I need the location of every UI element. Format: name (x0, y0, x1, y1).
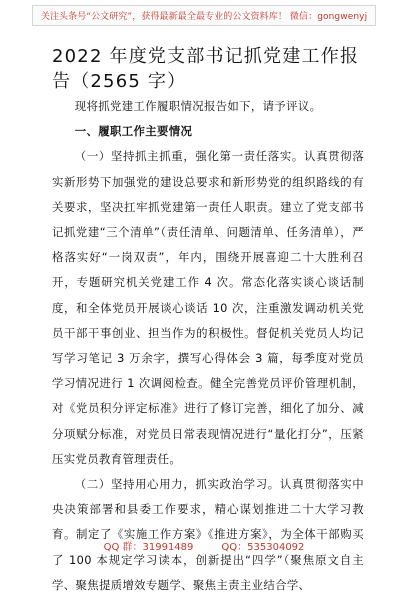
watermark-banner (0, 2, 408, 28)
body-paragraph-2: （二）坚持用心用力，抓实政治学习。认真贯彻落实中央决策部署和县委工作要求，精心谋划推进二十大学习教育。制定了《实施工作方案》《推进方案》，为全体干部购买了 100 本规定学习读本，创新提出“四学”（聚焦原文自主学、聚焦提质增效专题学、聚焦主责主业结合学、 (52, 477, 364, 592)
watermark-banner-text: 关注头条号“公文研究”，获得最新最全最专业的公文资料库！ 微信：gongwenyj (32, 5, 376, 26)
footer-qq: QQ：535304092 (221, 542, 305, 553)
body-paragraph-1: （一）坚持抓主抓重，强化第一责任落实。认真贯彻落实新形势下加强党的建设总要求和新形势党的组织路线的有关要求，坚决扛牢抓党建第一责任人职责。建立了党支部书记抓党建“三个清单”（责任清单、问题清单、任务清单），严格落实好“一岗双责”，年内，围绕开展喜迎二十大胜利召开，专题研究机关党建工作 4 次。常态化落实谈心谈话制度，和全体党员开展谈心谈话 10 次，注重激发调动机关党员干部干事创业、担当作为的积极性。督促机关党员人均记写学习笔记 3 万余字，撰写心得体会 3 篇，每季度对党员学习情况进行 1 次调阅检查。健全完善党员评价管理机制，对《党员积分评定标准》进行了修订完善，细化了加分、减分项赋分标准，对党员日常表现情况进行“量化打分”，压紧压实党员教育管理责任。 (52, 149, 364, 466)
footer-contact (0, 538, 408, 553)
footer-qq-group: QQ 群：31991489 (103, 542, 194, 553)
intro-paragraph: 现将抓党建工作履职情况报告如下，请予评议。 (74, 99, 322, 113)
document-page (52, 44, 364, 598)
section-heading: 一、履职工作主要情况 (74, 124, 193, 139)
document-title: 2022 年度党支部书记抓党建工作报告（2565 字） (52, 46, 360, 92)
